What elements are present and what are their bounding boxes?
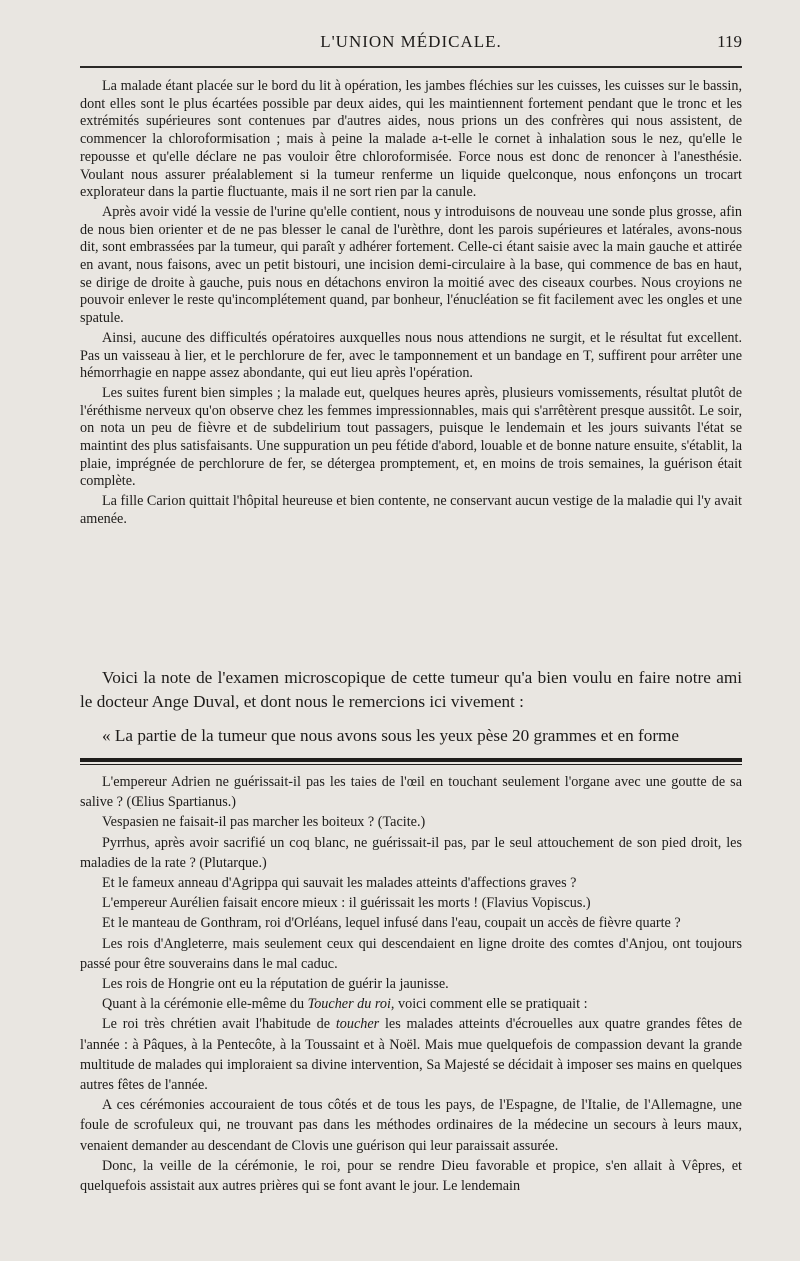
paragraph: A ces cérémonies accouraient de tous côtés et de tous les pays, de l'Espagne, de l'Italie, de l'Allemagne, une foule de scrofuleux qui, ne trouvant pas dans les méthodes ordinaires de la médecine un secours à leurs maux, venaient demander au descendant de Clovis une guérison qui leur paraissait assurée. bbox=[80, 1097, 742, 1154]
paragraph: Après avoir vidé la vessie de l'urine qu'elle contient, nous y introduisons de nouveau une sonde plus grosse, afin de nous bien orienter et de ne pas blesser le canal de l'urèthre, dont les parois supérieures et latérales, avons-nous dit, sont embrassées par la tumeur, qui paraît y adhérer fortement. Celle-ci étant saisie avec la main gauche et attirée en avant, nous faisons, avec un petit bistouri, une incision demi-circulaire à la base, qui commence de bas en haut, se dirige de droite à gauche, puis nous en détachons environ la moitié avec des ciseaux courbes. Nous croyions ne pouvoir enlever le reste qu'incomplétement quand, par bonheur, l'énucléation se fit facilement avec les ongles et une spatule. bbox=[80, 203, 742, 327]
paragraph: L'empereur Adrien ne guérissait-il pas les taies de l'œil en touchant seulement l'organe avec une goutte de sa salive ? (Œlius Spartianus.) bbox=[80, 774, 742, 811]
paragraph: Les rois de Hongrie ont eu la réputation de guérir la jaunisse. bbox=[102, 976, 449, 993]
header-rule bbox=[80, 66, 742, 68]
paragraph: L'empereur Aurélien faisait encore mieux : il guérissait les morts ! (Flavius Vopiscus.) bbox=[102, 895, 591, 912]
paragraph: La malade étant placée sur le bord du lit à opération, les jambes fléchies sur les cuisses, les cuisses sur le bassin, dont elles sont le plus écartées possible par deux aides, qui les maintiennent fortement pendant que le tronc et les extrémités supérieures sont contenues par d'autres aides, nous prions un des confrères qui nous assistent, de commencer la chloroformisation ; mais à peine la malade a-t-elle le cornet à inhalation sous le nez, qu'elle le repousse et qu'elle déclare ne pas vouloir être chloroformisée. Force nous est donc de renoncer à l'anesthésie. Voulant nous assurer préalablement si la tumeur renferme un liquide quelconque, nous enfonçons un trocart explorateur dans la partie fluctuante, mais il ne sort rien par la canule. bbox=[80, 78, 742, 201]
paragraph: Donc, la veille de la cérémonie, le roi, pour se rendre Dieu favorable et propice, s'en allait à Vêpres, et quelquefois assistait aux autres prières qui se font avant le jour. Le lendemain bbox=[80, 1157, 742, 1195]
text: les malades atteints d'écrouelles aux quatre grandes fêtes de l'année : à Pâques, à la Pentecôte, à la Toussaint et à Noël. Mais mue quelquefois de compassion devant la grande multitude de malades qui imploraient sa divine intervention, Sa Majesté se décidait à imposer ses mains en quelques autres fêtes de l'année. bbox=[80, 1016, 742, 1094]
emphasis: Toucher du roi bbox=[307, 996, 391, 1013]
paragraph: La fille Carion quittait l'hôpital heureuse et bien contente, ne conservant aucun vestige de la maladie qui l'y avait amenée. bbox=[80, 493, 742, 527]
page-header bbox=[80, 30, 742, 56]
paragraph: Les suites furent bien simples ; la malade eut, quelques heures après, plusieurs vomissements, résultat plutôt de l'éréthisme nerveux qu'on observe chez les femmes impressionnables, mais qui s'arrêtèrent presque aussitôt. Le soir, on nota un peu de fièvre et de subdelirium tout passagers, puisque le lendemain et les jours suivants l'état se maintint des plus satisfaisants. Une suppuration un peu fétide d'abord, louable et de bonne nature ensuite, s'établit, la plaie, imprégnée de perchlorure de fer, se détergea promptement, et, en moins de trois semaines, la guérison était complète. bbox=[80, 384, 742, 490]
paragraph: Et le manteau de Gonthram, roi d'Orléans, lequel infusé dans l'eau, coupait un accès de fièvre quarte ? bbox=[102, 915, 681, 932]
paragraph bbox=[80, 994, 742, 1014]
text: Le roi très chrétien avait l'habitude de bbox=[102, 1016, 336, 1033]
microscopy-note bbox=[80, 666, 742, 748]
journal-title: L'UNION MÉDICALE. bbox=[320, 32, 502, 51]
emphasis: toucher bbox=[335, 1016, 380, 1033]
paragraph: Les rois d'Angleterre, mais seulement ceux qui descendaient en ligne droite des comtes d'Anjou, ont toujours passé pour être souverains dans le mal caduc. bbox=[80, 935, 742, 972]
paragraph: Voici la note de l'examen microscopique de cette tumeur qu'a bien voulu en faire notre ami le docteur Ange Duval, et dont nous le remercions ici vivement : bbox=[80, 668, 742, 711]
paragraph bbox=[80, 1014, 742, 1095]
paragraph: Ainsi, aucune des difficultés opératoires auxquelles nous nous attendions ne surgit, et le résultat fut excellent. Pas un vaisseau à lier, et le perchlorure de fer, avec le tamponnement et un bandage en T, suffirent pour arrêter une hémorrhagie en nappe assez abondante, qui eut lieu après l'opération. bbox=[80, 329, 742, 382]
page-number: 119 bbox=[717, 32, 742, 51]
paragraph: Et le fameux anneau d'Agrippa qui sauvait les malades atteints d'affections graves ? bbox=[102, 875, 577, 892]
article-body bbox=[80, 78, 742, 529]
text: Quant à la cérémonie elle-même du bbox=[102, 996, 308, 1013]
feuilleton-divider bbox=[80, 758, 742, 765]
paragraph: Vespasien ne faisait-il pas marcher les boiteux ? (Tacite.) bbox=[102, 814, 426, 831]
paragraph: « La partie de la tumeur que nous avons sous les yeux pèse 20 grammes et en forme bbox=[102, 726, 680, 745]
paragraph: Pyrrhus, après avoir sacrifié un coq blanc, ne guérissait-il pas, par le seul attouchement de son pied droit, les maladies de la rate ? (Plutarque.) bbox=[80, 834, 742, 871]
feuilleton bbox=[80, 772, 742, 1196]
text: , voici comment elle se pratiquait : bbox=[390, 996, 588, 1013]
